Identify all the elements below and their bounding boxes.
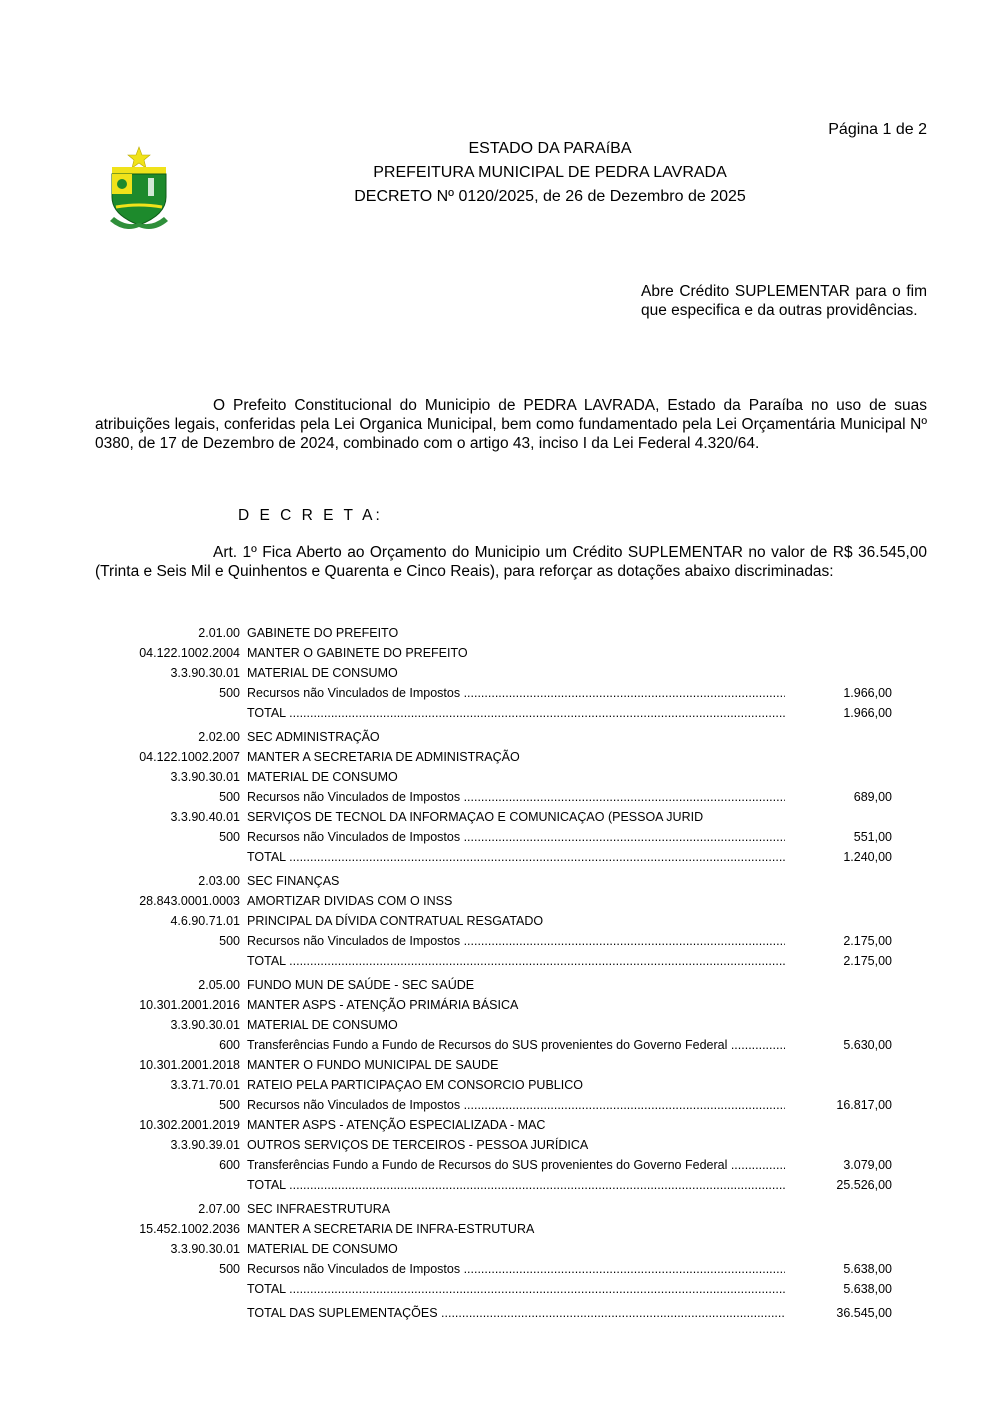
table-row bbox=[0, 995, 1000, 1015]
row-code: 500 bbox=[219, 686, 240, 700]
table-row bbox=[0, 767, 1000, 787]
row-description: FUNDO MUN DE SAÚDE - SEC SAÚDE bbox=[247, 978, 475, 992]
row-description: Recursos não Vinculados de Impostos ..... bbox=[247, 683, 785, 703]
row-code: 600 bbox=[219, 1158, 240, 1172]
row-code: 3.3.90.39.01 bbox=[170, 1138, 240, 1152]
table-row bbox=[0, 1155, 1000, 1175]
table-row bbox=[0, 847, 1000, 867]
row-description: MATERIAL DE CONSUMO bbox=[247, 770, 398, 784]
row-amount: 1.966,00 bbox=[843, 686, 892, 700]
article-1-paragraph: Art. 1º Fica Aberto ao Orçamento do Municipio um Crédito SUPLEMENTAR no valor de R$ 36.545,00 (Trinta e Seis Mil e Quinhentos e Quarenta e Cinco Reais), para reforçar as dotações abaixo discriminadas: bbox=[95, 544, 927, 580]
row-description: TOTAL ..... bbox=[247, 703, 785, 723]
row-code: 10.302.2001.2019 bbox=[139, 1118, 240, 1132]
table-row bbox=[0, 787, 1000, 807]
state-heading: ESTADO DA PARAíBA bbox=[468, 140, 632, 157]
row-description: MATERIAL DE CONSUMO bbox=[247, 666, 398, 680]
row-amount: 2.175,00 bbox=[843, 934, 892, 948]
row-description: SERVIÇOS DE TECNOL DA INFORMAÇAO E COMUNICAÇAO (PESSOA JURID bbox=[247, 810, 704, 824]
row-description: Recursos não Vinculados de Impostos ..... bbox=[247, 931, 785, 951]
row-description: TOTAL ..... bbox=[247, 1175, 785, 1195]
table-row bbox=[0, 827, 1000, 847]
row-description: Transferências Fundo a Fundo de Recursos do SUS provenientes do Governo Federal ..... bbox=[247, 1035, 785, 1055]
row-amount: 551,00 bbox=[853, 830, 892, 844]
row-description: TOTAL ..... bbox=[247, 1279, 785, 1299]
row-amount: 689,00 bbox=[853, 790, 892, 804]
table-row bbox=[0, 1075, 1000, 1095]
row-description: MANTER ASPS - ATENÇÃO ESPECIALIZADA - MAC bbox=[247, 1118, 546, 1132]
row-description: OUTROS SERVIÇOS DE TERCEIROS - PESSOA JURÍDICA bbox=[247, 1138, 589, 1152]
row-amount: 5.638,00 bbox=[843, 1282, 892, 1296]
row-amount: 5.630,00 bbox=[843, 1038, 892, 1052]
table-row bbox=[0, 1175, 1000, 1195]
row-code: 3.3.90.30.01 bbox=[170, 1242, 240, 1256]
row-description: MANTER O FUNDO MUNICIPAL DE SAUDE bbox=[247, 1058, 499, 1072]
row-description: MANTER A SECRETARIA DE ADMINISTRAÇÃO bbox=[247, 750, 520, 764]
table-row bbox=[0, 1055, 1000, 1075]
budget-allocation-table bbox=[0, 623, 1000, 1323]
row-code: 3.3.90.30.01 bbox=[170, 666, 240, 680]
decreta-heading: D E C R E T A: bbox=[238, 507, 383, 524]
table-row bbox=[0, 727, 1000, 747]
prefecture-heading: PREFEITURA MUNICIPAL DE PEDRA LAVRADA bbox=[373, 164, 727, 181]
row-code: 600 bbox=[219, 1038, 240, 1052]
decree-summary: Abre Crédito SUPLEMENTAR para o fim que especifica e da outras providências. bbox=[641, 283, 927, 319]
row-amount: 5.638,00 bbox=[843, 1262, 892, 1276]
row-code: 2.05.00 bbox=[198, 978, 240, 992]
row-code: 10.301.2001.2016 bbox=[139, 998, 240, 1012]
row-description: MATERIAL DE CONSUMO bbox=[247, 1018, 398, 1032]
table-row bbox=[0, 1115, 1000, 1135]
municipal-crest-logo bbox=[106, 145, 172, 233]
table-row bbox=[0, 663, 1000, 683]
row-description: TOTAL ..... bbox=[247, 847, 785, 867]
table-row bbox=[0, 703, 1000, 723]
row-code: 10.301.2001.2018 bbox=[139, 1058, 240, 1072]
row-amount: 16.817,00 bbox=[836, 1098, 892, 1112]
row-code: 3.3.71.70.01 bbox=[170, 1078, 240, 1092]
row-code: 04.122.1002.2004 bbox=[139, 646, 240, 660]
row-code: 28.843.0001.0003 bbox=[139, 894, 240, 908]
table-row bbox=[0, 975, 1000, 995]
table-row bbox=[0, 1135, 1000, 1155]
table-row bbox=[0, 1279, 1000, 1299]
row-code: 2.03.00 bbox=[198, 874, 240, 888]
table-row bbox=[0, 1303, 1000, 1323]
row-amount: 3.079,00 bbox=[843, 1158, 892, 1172]
table-row bbox=[0, 891, 1000, 911]
row-code: 2.02.00 bbox=[198, 730, 240, 744]
row-code: 500 bbox=[219, 830, 240, 844]
table-row bbox=[0, 807, 1000, 827]
row-description: Recursos não Vinculados de Impostos ..... bbox=[247, 1095, 785, 1115]
row-code: 3.3.90.30.01 bbox=[170, 770, 240, 784]
row-description: MANTER A SECRETARIA DE INFRA-ESTRUTURA bbox=[247, 1222, 535, 1236]
table-row bbox=[0, 951, 1000, 971]
table-row bbox=[0, 623, 1000, 643]
table-row bbox=[0, 931, 1000, 951]
row-code: 500 bbox=[219, 790, 240, 804]
table-row bbox=[0, 1219, 1000, 1239]
table-row bbox=[0, 683, 1000, 703]
row-code: 2.01.00 bbox=[198, 626, 240, 640]
table-row bbox=[0, 643, 1000, 663]
table-row bbox=[0, 871, 1000, 891]
page-number: Página 1 de 2 bbox=[828, 121, 927, 138]
table-row bbox=[0, 747, 1000, 767]
row-amount: 2.175,00 bbox=[843, 954, 892, 968]
row-code: 500 bbox=[219, 934, 240, 948]
row-description: MATERIAL DE CONSUMO bbox=[247, 1242, 398, 1256]
row-description: TOTAL ..... bbox=[247, 951, 785, 971]
row-description: RATEIO PELA PARTICIPAÇAO EM CONSORCIO PUBLICO bbox=[247, 1078, 583, 1092]
table-row bbox=[0, 1239, 1000, 1259]
row-description: MANTER ASPS - ATENÇÃO PRIMÁRIA BÁSICA bbox=[247, 998, 519, 1012]
row-amount: 25.526,00 bbox=[836, 1178, 892, 1192]
table-row bbox=[0, 1095, 1000, 1115]
row-description: SEC FINANÇAS bbox=[247, 874, 340, 888]
row-description: SEC INFRAESTRUTURA bbox=[247, 1202, 391, 1216]
table-row bbox=[0, 1259, 1000, 1279]
row-description: AMORTIZAR DIVIDAS COM O INSS bbox=[247, 894, 453, 908]
row-code: 4.6.90.71.01 bbox=[170, 914, 240, 928]
row-code: 15.452.1002.2036 bbox=[139, 1222, 240, 1236]
crest-icon bbox=[106, 145, 172, 233]
row-code: 500 bbox=[219, 1262, 240, 1276]
row-description: GABINETE DO PREFEITO bbox=[247, 626, 399, 640]
row-description: Recursos não Vinculados de Impostos ..... bbox=[247, 827, 785, 847]
table-row bbox=[0, 1015, 1000, 1035]
row-description: TOTAL DAS SUPLEMENTAÇÕES ..... bbox=[247, 1303, 785, 1323]
row-description: SEC ADMINISTRAÇÃO bbox=[247, 730, 380, 744]
table-row bbox=[0, 911, 1000, 931]
table-row bbox=[0, 1035, 1000, 1055]
row-code: 2.07.00 bbox=[198, 1202, 240, 1216]
preamble-paragraph: O Prefeito Constitucional do Municipio de PEDRA LAVRADA, Estado da Paraíba no uso de suas atribuições legais, conferidas pela Lei Organica Municipal, bem como fundamentado pela Lei Orçamentária Municipal Nº 0380, de 17 de Dezembro de 2024, combinado com o artigo 43, inciso I da Lei Federal 4.320/64. bbox=[95, 397, 927, 452]
row-amount: 1.240,00 bbox=[843, 850, 892, 864]
row-amount: 1.966,00 bbox=[843, 706, 892, 720]
row-description: MANTER O GABINETE DO PREFEITO bbox=[247, 646, 468, 660]
decree-title: DECRETO Nº 0120/2025, de 26 de Dezembro de 2025 bbox=[354, 188, 746, 205]
row-description: Recursos não Vinculados de Impostos ..... bbox=[247, 1259, 785, 1279]
row-amount: 36.545,00 bbox=[836, 1306, 892, 1320]
row-code: 500 bbox=[219, 1098, 240, 1112]
row-description: Transferências Fundo a Fundo de Recursos do SUS provenientes do Governo Federal ..... bbox=[247, 1155, 785, 1175]
row-description: PRINCIPAL DA DÍVIDA CONTRATUAL RESGATADO bbox=[247, 914, 544, 928]
row-description: Recursos não Vinculados de Impostos ..... bbox=[247, 787, 785, 807]
row-code: 3.3.90.30.01 bbox=[170, 1018, 240, 1032]
row-code: 04.122.1002.2007 bbox=[139, 750, 240, 764]
row-code: 3.3.90.40.01 bbox=[170, 810, 240, 824]
table-row bbox=[0, 1199, 1000, 1219]
